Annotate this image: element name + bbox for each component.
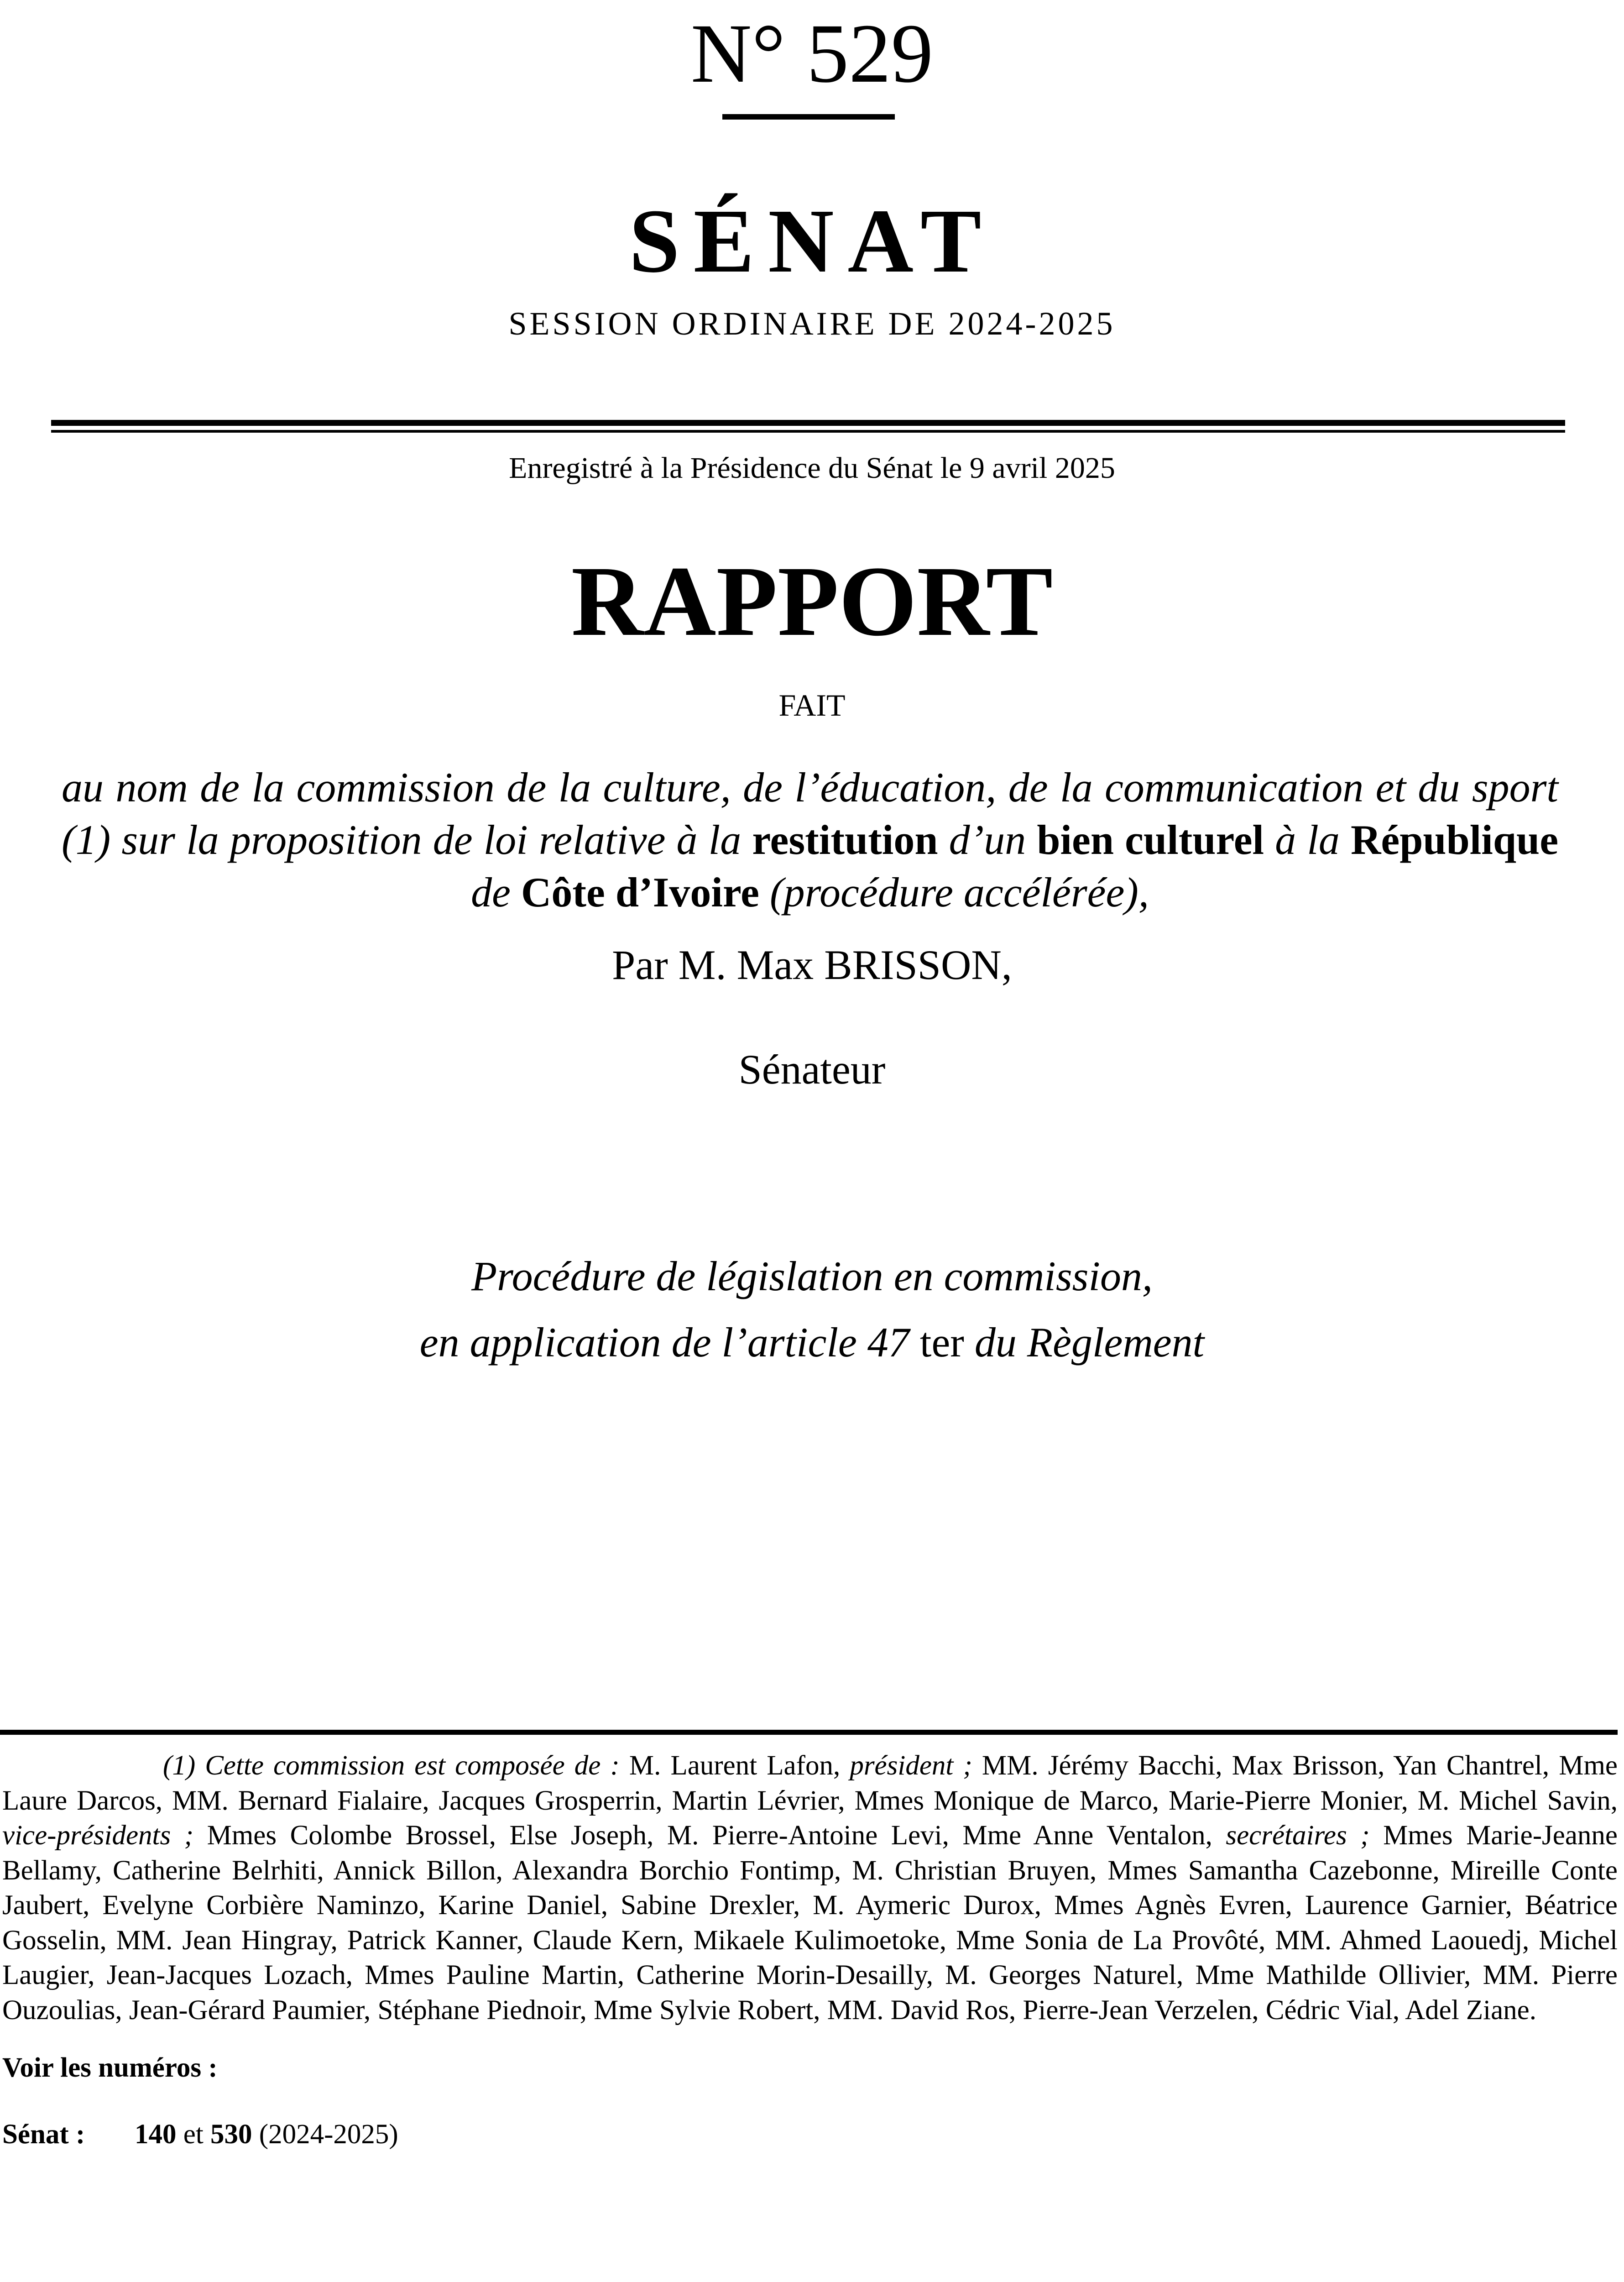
registration-date: Enregistré à la Présidence du Sénat le 9 avril 2025 bbox=[509, 451, 1115, 485]
document-subtitle: FAIT bbox=[778, 688, 846, 722]
procedure-text: ter bbox=[919, 1319, 964, 1366]
document-title: RAPPORT bbox=[571, 545, 1053, 657]
reference-session: (2024-2025) bbox=[252, 2119, 398, 2150]
footnote-rule bbox=[0, 1730, 1618, 1735]
session-label: SESSION ORDINAIRE DE 2024-2025 bbox=[508, 305, 1116, 342]
see-numbers-label: Voir les numéros : bbox=[2, 2052, 218, 2083]
divider bbox=[722, 114, 895, 120]
report-number: N° 529 bbox=[690, 7, 934, 100]
procedure-text: du Règlement bbox=[964, 1319, 1205, 1366]
double-rule-bottom bbox=[51, 430, 1565, 433]
subject-text: à la bbox=[1264, 816, 1351, 863]
subject-text: (procédure accélérée), bbox=[759, 869, 1149, 916]
author-role: Sénateur bbox=[738, 1046, 886, 1093]
footnote-segment: Mmes Marie-Jeanne Bellamy, Catherine Belrhiti, Annick Billon, Alexandra Borchio Fontimp, M. Christian Bruyen, Mmes Samantha Cazebonne, Mireille Conte Jaubert, Evelyne Corbière Naminzo, Karine Daniel, Sabine Drexler, M. Aymeric Durox, Mmes Agnès Evren, Laurence Garnier, Béatrice Gosselin, MM. Jean Hingray, Patrick Kanner, Claude Kern, Mikaele Kulimoetoke, Mme Sonia de La Provôté, MM. Ahmed Laouedj, Michel Laugier, Jean-Jacques Lozach, Mmes Pauline Martin, Catherine Morin-Desailly, M. Georges Naturel, Mme Mathilde Ollivier, MM. Pierre Ouzoulias, Jean-Gérard Paumier, Stéphane Piednoir, Mme Sylvie Robert, MM. David Ros, Pierre-Jean Verzelen, Cédric Vial, Adel Ziane. bbox=[2, 1820, 1618, 2026]
footnote-commission-members bbox=[2, 1748, 1618, 2028]
reference-number: 530 bbox=[210, 2119, 252, 2150]
procedure-line-2 bbox=[0, 1317, 1624, 1367]
subject-bold: restitution bbox=[752, 816, 938, 863]
procedure-text: en application de l’article 47 bbox=[419, 1319, 920, 1366]
subject-text: au nom de la commission de la culture, de l’éducation, de la communication et du sport (1) sur la proposition de loi relative à la bbox=[62, 764, 1558, 863]
footnote-segment: vice-présidents ; bbox=[2, 1820, 194, 1851]
subject-bold: bien culturel bbox=[1037, 816, 1264, 863]
footnote-segment: M. Laurent Lafon, bbox=[619, 1750, 850, 1781]
footnote-segment: secrétaires ; bbox=[1226, 1820, 1370, 1851]
subject-text: d’un bbox=[938, 816, 1037, 863]
author-name: Par M. Max BRISSON, bbox=[612, 942, 1012, 988]
subject-bold: Côte d’Ivoire bbox=[521, 869, 759, 916]
reference-number: 140 bbox=[135, 2119, 177, 2150]
footnote-area bbox=[0, 1730, 1618, 2152]
chamber-title: SÉNAT bbox=[629, 191, 995, 292]
reference-text: et bbox=[176, 2119, 211, 2150]
report-subject bbox=[62, 761, 1558, 919]
footnote-segment: MM. Jérémy Bacchi, Max Brisson, Yan Chantrel, Mme Laure Darcos, MM. Bernard Fialaire, Jacques Grosperrin, Martin Lévrier, Mmes Monique de Marco, Marie-Pierre Monier, M. Michel Savin, bbox=[2, 1750, 1618, 1816]
footnote-segment: (1) Cette commission est composée de : bbox=[163, 1750, 620, 1781]
subject-bold: République bbox=[1350, 816, 1559, 863]
references-label: Sénat : bbox=[2, 2119, 85, 2150]
footnote-segment: président ; bbox=[850, 1750, 972, 1781]
footnote-segment: Mmes Colombe Brossel, Else Joseph, M. Pierre-Antoine Levi, Mme Anne Ventalon, bbox=[193, 1820, 1226, 1851]
double-rule-top bbox=[51, 420, 1565, 426]
subject-text: de bbox=[471, 869, 521, 916]
senate-references bbox=[2, 2117, 1618, 2152]
procedure-line-1: Procédure de législation en commission, bbox=[471, 1253, 1153, 1299]
